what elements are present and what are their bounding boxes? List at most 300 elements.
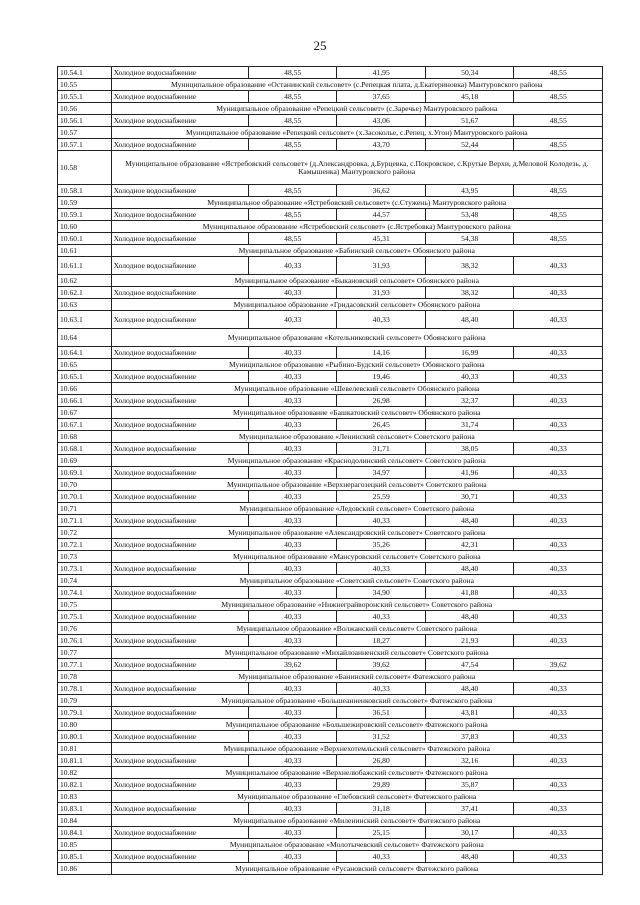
tariff-value: 40,33 [514,803,603,815]
service-name: Холодное водоснабжение [111,419,248,431]
tariff-value: 40,33 [248,635,337,647]
row-number: 10.86 [58,863,112,875]
row-number: 10.61.1 [58,257,112,275]
tariff-value: 40,33 [514,491,603,503]
tariff-value: 48,55 [248,91,337,103]
service-name: Холодное водоснабжение [111,539,248,551]
service-name: Холодное водоснабжение [111,635,248,647]
tariff-value: 16,99 [425,347,514,359]
municipality-header-row [58,407,603,419]
row-number: 10.60 [58,221,112,233]
row-number: 10.84 [58,815,112,827]
municipality-title: Муниципальное образование «Ленинский сельсовет» Советского района [111,431,602,443]
row-number: 10.79 [58,695,112,707]
tariff-value: 40,33 [514,611,603,623]
table-row [58,851,603,863]
row-number: 10.75 [58,599,112,611]
municipality-header-row [58,575,603,587]
tariff-value: 40,33 [514,683,603,695]
municipality-title: Муниципальное образование «Русановский сельсовет» Фатежского района [111,863,602,875]
tariff-value: 40,33 [248,311,337,329]
tariff-value: 48,55 [514,91,603,103]
row-number: 10.70 [58,479,112,491]
municipality-header-row [58,197,603,209]
tariff-value: 40,33 [248,683,337,695]
tariff-value: 40,33 [248,539,337,551]
row-number: 10.77.1 [58,659,112,671]
row-number: 10.58.1 [58,185,112,197]
row-number: 10.56 [58,103,112,115]
table-row [58,683,603,695]
row-number: 10.85 [58,839,112,851]
tariff-value: 40,33 [514,311,603,329]
table-row [58,311,603,329]
tariff-value: 40,33 [514,587,603,599]
table-row [58,287,603,299]
table-row [58,139,603,151]
service-name: Холодное водоснабжение [111,115,248,127]
tariff-value: 31,93 [337,257,426,275]
tariff-value: 43,81 [425,707,514,719]
tariff-value: 41,88 [425,587,514,599]
municipality-title: Муниципальное образование «Миленинский сельсовет» Фатежского района [111,815,602,827]
tariff-value: 40,33 [337,311,426,329]
tariff-value: 37,65 [337,91,426,103]
tariff-value: 48,55 [514,209,603,221]
table-row [58,443,603,455]
tariff-value: 21,93 [425,635,514,647]
row-number: 10.64 [58,329,112,347]
table-row [58,209,603,221]
municipality-title: Муниципальное образование «Репецкий сельсовет» (х.Засоколье, с.Репец, х.Угон) Мантуровского района [111,127,602,139]
service-name: Холодное водоснабжение [111,755,248,767]
tariff-value: 48,55 [248,67,337,79]
row-number: 10.71 [58,503,112,515]
page-number: 25 [313,38,327,53]
tariff-value: 34,97 [337,467,426,479]
tariff-value: 40,33 [248,779,337,791]
row-number: 10.64.1 [58,347,112,359]
row-number: 10.82 [58,767,112,779]
municipality-title: Муниципальное образование «Большежировский сельсовет» Фатежского района [111,719,602,731]
tariff-value: 48,55 [248,233,337,245]
service-name: Холодное водоснабжение [111,185,248,197]
tariff-value: 35,87 [425,779,514,791]
table-row [58,347,603,359]
table-row [58,233,603,245]
row-number: 10.69 [58,455,112,467]
municipality-header-row [58,719,603,731]
service-name: Холодное водоснабжение [111,707,248,719]
row-number: 10.72.1 [58,539,112,551]
tariff-value: 38,05 [425,443,514,455]
tariff-value: 48,40 [425,563,514,575]
table-row [58,185,603,197]
row-number: 10.68.1 [58,443,112,455]
row-number: 10.67.1 [58,419,112,431]
service-name: Холодное водоснабжение [111,779,248,791]
tariff-value: 43,70 [337,139,426,151]
tariff-value: 48,55 [514,185,603,197]
municipality-header-row [58,767,603,779]
service-name: Холодное водоснабжение [111,467,248,479]
tariff-value: 40,33 [248,467,337,479]
tariff-value: 32,16 [425,755,514,767]
tariff-value: 32,37 [425,395,514,407]
municipality-title: Муниципальное образование «Мансуровский сельсовет» Советского района [111,551,602,563]
tariff-value: 18,27 [337,635,426,647]
row-number: 10.58 [58,151,112,185]
row-number: 10.75.1 [58,611,112,623]
tariff-value: 40,33 [248,803,337,815]
municipality-title: Муниципальное образование «Останинский сельсовет» (с.Репецкая плата, д.Екатериновка) Мантуровского района [111,79,602,91]
tariff-value: 40,33 [337,683,426,695]
tariff-value: 40,33 [514,731,603,743]
row-number: 10.73.1 [58,563,112,575]
tariff-value: 52,44 [425,139,514,151]
row-number: 10.72 [58,527,112,539]
municipality-header-row [58,431,603,443]
tariff-value: 40,33 [248,827,337,839]
row-number: 10.81.1 [58,755,112,767]
tariff-value: 48,40 [425,851,514,863]
service-name: Холодное водоснабжение [111,611,248,623]
tariff-value: 40,33 [248,731,337,743]
tariff-value: 48,55 [248,209,337,221]
tariff-value: 30,17 [425,827,514,839]
municipality-title: Муниципальное образование «Советский сельсовет» Советского района [111,575,602,587]
tariff-value: 39,62 [514,659,603,671]
tariff-value: 48,40 [425,683,514,695]
municipality-title: Муниципальное образование «Башкатовский сельсовет» Обоянского района [111,407,602,419]
tariff-value: 34,90 [337,587,426,599]
row-number: 10.69.1 [58,467,112,479]
tariff-value: 47,54 [425,659,514,671]
table-row [58,539,603,551]
tariff-value: 35,26 [337,539,426,551]
municipality-header-row [58,503,603,515]
tariff-value: 45,18 [425,91,514,103]
tariff-value: 48,55 [514,233,603,245]
row-number: 10.63 [58,299,112,311]
service-name: Холодное водоснабжение [111,827,248,839]
tariff-value: 26,45 [337,419,426,431]
row-number: 10.60.1 [58,233,112,245]
row-number: 10.80.1 [58,731,112,743]
municipality-title: Муниципальное образование «Бабинский сельсовет» Обоянского района [111,245,602,257]
tariff-value: 40,33 [248,755,337,767]
table-row [58,731,603,743]
row-number: 10.57 [58,127,112,139]
tariff-value: 39,62 [337,659,426,671]
municipality-header-row [58,695,603,707]
tariff-value: 43,06 [337,115,426,127]
service-name: Холодное водоснабжение [111,209,248,221]
service-name: Холодное водоснабжение [111,139,248,151]
service-name: Холодное водоснабжение [111,803,248,815]
row-number: 10.54.1 [58,67,112,79]
tariff-value: 41,96 [425,467,514,479]
tariff-value: 40,33 [514,287,603,299]
tariff-value: 40,33 [514,257,603,275]
service-name: Холодное водоснабжение [111,563,248,575]
row-number: 10.62 [58,275,112,287]
service-name: Холодное водоснабжение [111,371,248,383]
service-name: Холодное водоснабжение [111,311,248,329]
tariff-value: 54,38 [425,233,514,245]
municipality-title: Муниципальное образование «Краснодолинский сельсовет» Советского района [111,455,602,467]
row-number: 10.62.1 [58,287,112,299]
tariff-value: 40,33 [514,779,603,791]
tariff-value: 40,33 [248,611,337,623]
tariff-value: 44,57 [337,209,426,221]
table-row [58,91,603,103]
municipality-header-row [58,359,603,371]
tariff-table [57,66,603,875]
tariff-value: 40,33 [514,539,603,551]
tariff-value: 31,74 [425,419,514,431]
row-number: 10.59 [58,197,112,209]
tariff-value: 39,62 [248,659,337,671]
row-number: 10.70.1 [58,491,112,503]
service-name: Холодное водоснабжение [111,395,248,407]
tariff-value: 40,33 [514,515,603,527]
tariff-value: 40,33 [514,851,603,863]
row-number: 10.83 [58,791,112,803]
service-name: Холодное водоснабжение [111,233,248,245]
municipality-title: Муниципальное образование «Нижнеграйворонский сельсовет» Советского района [111,599,602,611]
municipality-title: Муниципальное образование «Верхнерагозецкий сельсовет» Советского района [111,479,602,491]
table-row [58,827,603,839]
service-name: Холодное водоснабжение [111,587,248,599]
municipality-header-row [58,647,603,659]
tariff-value: 40,33 [514,707,603,719]
municipality-header-row [58,839,603,851]
row-number: 10.71.1 [58,515,112,527]
row-number: 10.66.1 [58,395,112,407]
tariff-value: 25,59 [337,491,426,503]
municipality-header-row [58,671,603,683]
municipality-header-row [58,79,603,91]
tariff-value: 40,33 [337,611,426,623]
municipality-header-row [58,623,603,635]
tariff-value: 40,33 [514,755,603,767]
tariff-value: 40,33 [248,515,337,527]
row-number: 10.79.1 [58,707,112,719]
row-number: 10.84.1 [58,827,112,839]
tariff-value: 14,16 [337,347,426,359]
tariff-value: 40,33 [248,395,337,407]
service-name: Холодное водоснабжение [111,731,248,743]
tariff-value: 40,33 [248,419,337,431]
municipality-header-row [58,743,603,755]
row-number: 10.59.1 [58,209,112,221]
tariff-value: 40,33 [337,515,426,527]
tariff-value: 40,33 [514,635,603,647]
municipality-header-row [58,455,603,467]
municipality-title: Муниципальное образование «Верхнехотемльский сельсовет» Фатежского района [111,743,602,755]
tariff-value: 31,18 [337,803,426,815]
municipality-title: Муниципальное образование «Глебовский сельсовет» Фатежского района [111,791,602,803]
municipality-header-row [58,299,603,311]
tariff-value: 36,62 [337,185,426,197]
municipality-header-row [58,551,603,563]
municipality-header-row [58,275,603,287]
tariff-value: 40,33 [337,851,426,863]
table-row [58,257,603,275]
municipality-header-row [58,815,603,827]
tariff-value: 48,55 [514,139,603,151]
tariff-value: 48,55 [248,139,337,151]
tariff-value: 40,33 [514,347,603,359]
municipality-header-row [58,151,603,185]
tariff-value: 29,89 [337,779,426,791]
tariff-value: 40,33 [248,707,337,719]
table-row [58,67,603,79]
tariff-value: 38,32 [425,287,514,299]
service-name: Холодное водоснабжение [111,659,248,671]
municipality-header-row [58,863,603,875]
tariff-value: 48,40 [425,515,514,527]
tariff-value: 38,32 [425,257,514,275]
tariff-value: 48,55 [248,115,337,127]
row-number: 10.63.1 [58,311,112,329]
tariff-value: 45,31 [337,233,426,245]
municipality-title: Муниципальное образование «Ледовский сельсовет» Советского района [111,503,602,515]
tariff-value: 48,55 [514,115,603,127]
municipality-title: Муниципальное образование «Гридасовский сельсовет» Обоянского района [111,299,602,311]
tariff-value: 40,33 [514,563,603,575]
municipality-title: Муниципальное образование «Банинский сельсовет» Фатежского района [111,671,602,683]
tariff-value: 48,55 [248,185,337,197]
municipality-title: Муниципальное образование «Большеанненковский сельсовет» Фатежского района [111,695,602,707]
row-number: 10.80 [58,719,112,731]
service-name: Холодное водоснабжение [111,491,248,503]
tariff-value: 30,71 [425,491,514,503]
tariff-value: 48,40 [425,311,514,329]
municipality-title: Муниципальное образование «Рыбино-Будский сельсовет» Обоянского района [111,359,602,371]
municipality-title: Муниципальное образование «Ястребовский сельсовет» (с.Стужень) Мантуровского района [111,197,602,209]
row-number: 10.77 [58,647,112,659]
tariff-value: 40,33 [514,827,603,839]
table-row [58,515,603,527]
table-row [58,587,603,599]
tariff-value: 31,52 [337,731,426,743]
row-number: 10.73 [58,551,112,563]
table-row [58,491,603,503]
municipality-header-row [58,383,603,395]
row-number: 10.55 [58,79,112,91]
municipality-header-row [58,527,603,539]
tariff-value: 37,83 [425,731,514,743]
municipality-header-row [58,479,603,491]
table-row [58,611,603,623]
table-row [58,467,603,479]
tariff-value: 26,98 [337,395,426,407]
municipality-title: Муниципальное образование «Михайлоанненский сельсовет» Советского района [111,647,602,659]
row-number: 10.81 [58,743,112,755]
tariff-value: 26,80 [337,755,426,767]
service-name: Холодное водоснабжение [111,851,248,863]
table-row [58,115,603,127]
row-number: 10.57.1 [58,139,112,151]
tariff-value: 40,33 [248,287,337,299]
row-number: 10.82.1 [58,779,112,791]
tariff-value: 51,67 [425,115,514,127]
tariff-value: 25,15 [337,827,426,839]
tariff-value: 40,33 [337,563,426,575]
municipality-header-row [58,103,603,115]
row-number: 10.66 [58,383,112,395]
service-name: Холодное водоснабжение [111,67,248,79]
tariff-value: 40,33 [514,419,603,431]
municipality-title: Муниципальное образование «Александровский сельсовет» Советского района [111,527,602,539]
tariff-value: 40,33 [248,371,337,383]
tariff-value: 31,71 [337,443,426,455]
service-name: Холодное водоснабжение [111,287,248,299]
table-row [58,419,603,431]
municipality-title: Муниципальное образование «Ястребовский сельсовет» (д.Александровка, д.Бурцевка, с.Покровское, с.Крутые Верхи, д.Меловой Колодезь, д. Камышенка) Мантуровского района [111,151,602,185]
table-row [58,635,603,647]
row-number: 10.55.1 [58,91,112,103]
municipality-title: Муниципальное образование «Молотычевский сельсовет» Фатежского района [111,839,602,851]
municipality-title: Муниципальное образование «Ястребовский сельсовет» (с.Ястребовка) Мантуровского района [111,221,602,233]
municipality-title: Муниципальное образование «Верхнелюбажский сельсовет» Фатежского района [111,767,602,779]
table-row [58,755,603,767]
row-number: 10.65 [58,359,112,371]
municipality-title: Муниципальное образование «Шевелевский сельсовет» Обоянского района [111,383,602,395]
municipality-title: Муниципальное образование «Волжанский сельсовет» Советского района [111,623,602,635]
row-number: 10.76 [58,623,112,635]
row-number: 10.78 [58,671,112,683]
municipality-header-row [58,127,603,139]
tariff-value: 42,31 [425,539,514,551]
tariff-value: 40,33 [514,395,603,407]
tariff-value: 40,33 [248,491,337,503]
municipality-header-row [58,245,603,257]
tariff-value: 31,93 [337,287,426,299]
tariff-value: 40,33 [514,443,603,455]
tariff-value: 40,33 [248,587,337,599]
service-name: Холодное водоснабжение [111,443,248,455]
municipality-title: Муниципальное образование «Быкановский сельсовет» Обоянского района [111,275,602,287]
row-number: 10.56.1 [58,115,112,127]
tariff-value: 48,55 [514,67,603,79]
table-row [58,659,603,671]
municipality-title: Муниципальное образование «Котельниковский сельсовет» Обоянского района [111,329,602,347]
row-number: 10.78.1 [58,683,112,695]
municipality-header-row [58,599,603,611]
municipality-title: Муниципальное образование «Репецкий сельсовет» (с.Заречье) Мантуровского района [111,103,602,115]
municipality-header-row [58,221,603,233]
service-name: Холодное водоснабжение [111,515,248,527]
row-number: 10.85.1 [58,851,112,863]
row-number: 10.67 [58,407,112,419]
tariff-value: 40,33 [514,467,603,479]
tariff-value: 48,40 [425,611,514,623]
tariff-value: 53,48 [425,209,514,221]
row-number: 10.68 [58,431,112,443]
row-number: 10.74 [58,575,112,587]
table-row [58,779,603,791]
row-number: 10.74.1 [58,587,112,599]
tariff-value: 40,33 [248,443,337,455]
service-name: Холодное водоснабжение [111,347,248,359]
tariff-value: 40,33 [248,257,337,275]
table-row [58,395,603,407]
tariff-value: 43,95 [425,185,514,197]
tariff-value: 40,33 [425,371,514,383]
